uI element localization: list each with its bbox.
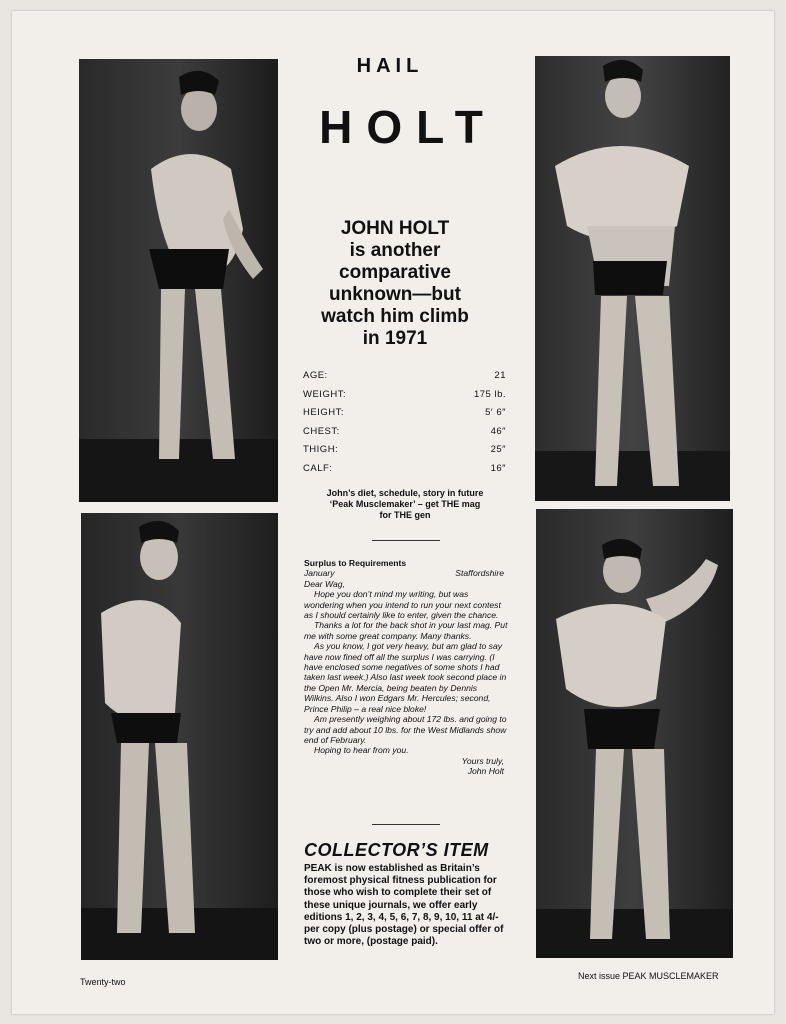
promo-line: ‘Peak Musclemaker’ – get THE mag (329, 499, 481, 509)
page-number: Twenty-two (80, 977, 126, 987)
headline (300, 218, 490, 350)
headline-line: in 1971 (362, 328, 428, 349)
stat-label: AGE: (303, 370, 328, 381)
headline-line: JOHN HOLT (340, 218, 450, 239)
divider (372, 540, 440, 541)
stat-row (303, 444, 506, 463)
promo-line: John’s diet, schedule, story in future (326, 488, 484, 498)
stat-label: THIGH: (303, 444, 339, 455)
photo-bottom-right-pose (536, 509, 733, 958)
headline-line: is another (349, 240, 441, 261)
letter-paragraph: As you know, I got very heavy, but am glad to say have now fined off all the surplus I was carrying. (I have enclosed some negatives of some shots I had taken last week.) Also last week took second place in the Open Mr. Mercia, being beaten by Dennis Wilkins. Also I won Edgars Mr. Hercules; second, Prince Philip – a real nice bloke! (304, 641, 507, 714)
photo-top-right-pose (535, 56, 730, 501)
reader-letter (304, 558, 508, 777)
headline-line: comparative (339, 262, 451, 283)
letter-signature: John Holt (467, 766, 504, 777)
stat-value: 5′ 6″ (485, 407, 506, 418)
promo-note (300, 488, 510, 521)
stat-row (303, 389, 506, 408)
stat-value: 25″ (490, 444, 506, 455)
promo-line: for THE gen (379, 510, 431, 520)
stat-row (303, 407, 506, 426)
letter-greeting: Dear Wag, (304, 578, 345, 589)
letter-paragraph: Thanks a lot for the back shot in your last mag. Put me with some great company. Many thanks. (304, 620, 508, 641)
letter-title: Surplus to Requirements (304, 558, 407, 568)
stat-label: CALF: (303, 462, 333, 474)
letter-place: Staffordshire (455, 568, 504, 579)
next-issue-note: Next issue PEAK MUSCLEMAKER (578, 971, 719, 981)
page-title: HOLT (319, 101, 497, 153)
divider (372, 824, 440, 825)
stat-value: 16″ (490, 462, 506, 474)
stat-row (303, 426, 506, 445)
kicker-title: HAIL (356, 55, 424, 77)
headline-line: unknown—but (329, 284, 461, 305)
letter-paragraph: Hope you don’t mind my writing, but was wondering when you intend to run your next contest as I should certainly like to enter, given the chance. (304, 589, 501, 621)
collector-body: PEAK is now established as Britain’s foremost physical fitness publication for those who wish to complete their set of these unique journals, we offer early editions 1, 2, 3, 4, 5, 6, 7, 8, 9, 10, 11 at 4/- per copy (plus postage) or special offer of two or more, (postage paid). (304, 863, 504, 948)
stat-label: HEIGHT: (303, 407, 344, 418)
headline-line: watch him climb (321, 306, 469, 327)
stat-row (303, 463, 506, 482)
stat-value: 46″ (490, 425, 506, 437)
stats-table (303, 370, 506, 481)
collector-title: COLLECTOR’S ITEM (304, 840, 489, 860)
letter-paragraph: Hoping to hear from you. (314, 745, 409, 756)
stat-value: 21 (494, 370, 506, 381)
letter-paragraph: Am presently weighing about 172 lbs. and going to try and add about 10 lbs. for the West Midlands show end of February. (304, 714, 507, 745)
letter-month: January (304, 568, 335, 579)
letter-meta (304, 568, 508, 578)
stat-label: CHEST: (303, 425, 340, 437)
photo-bottom-left-pose (81, 513, 278, 960)
photo-top-left-pose (79, 59, 278, 502)
stat-label: WEIGHT: (303, 388, 347, 400)
stat-value: 175 lb. (473, 388, 506, 400)
letter-closing: Yours truly, (461, 755, 504, 766)
stat-row (303, 370, 506, 389)
